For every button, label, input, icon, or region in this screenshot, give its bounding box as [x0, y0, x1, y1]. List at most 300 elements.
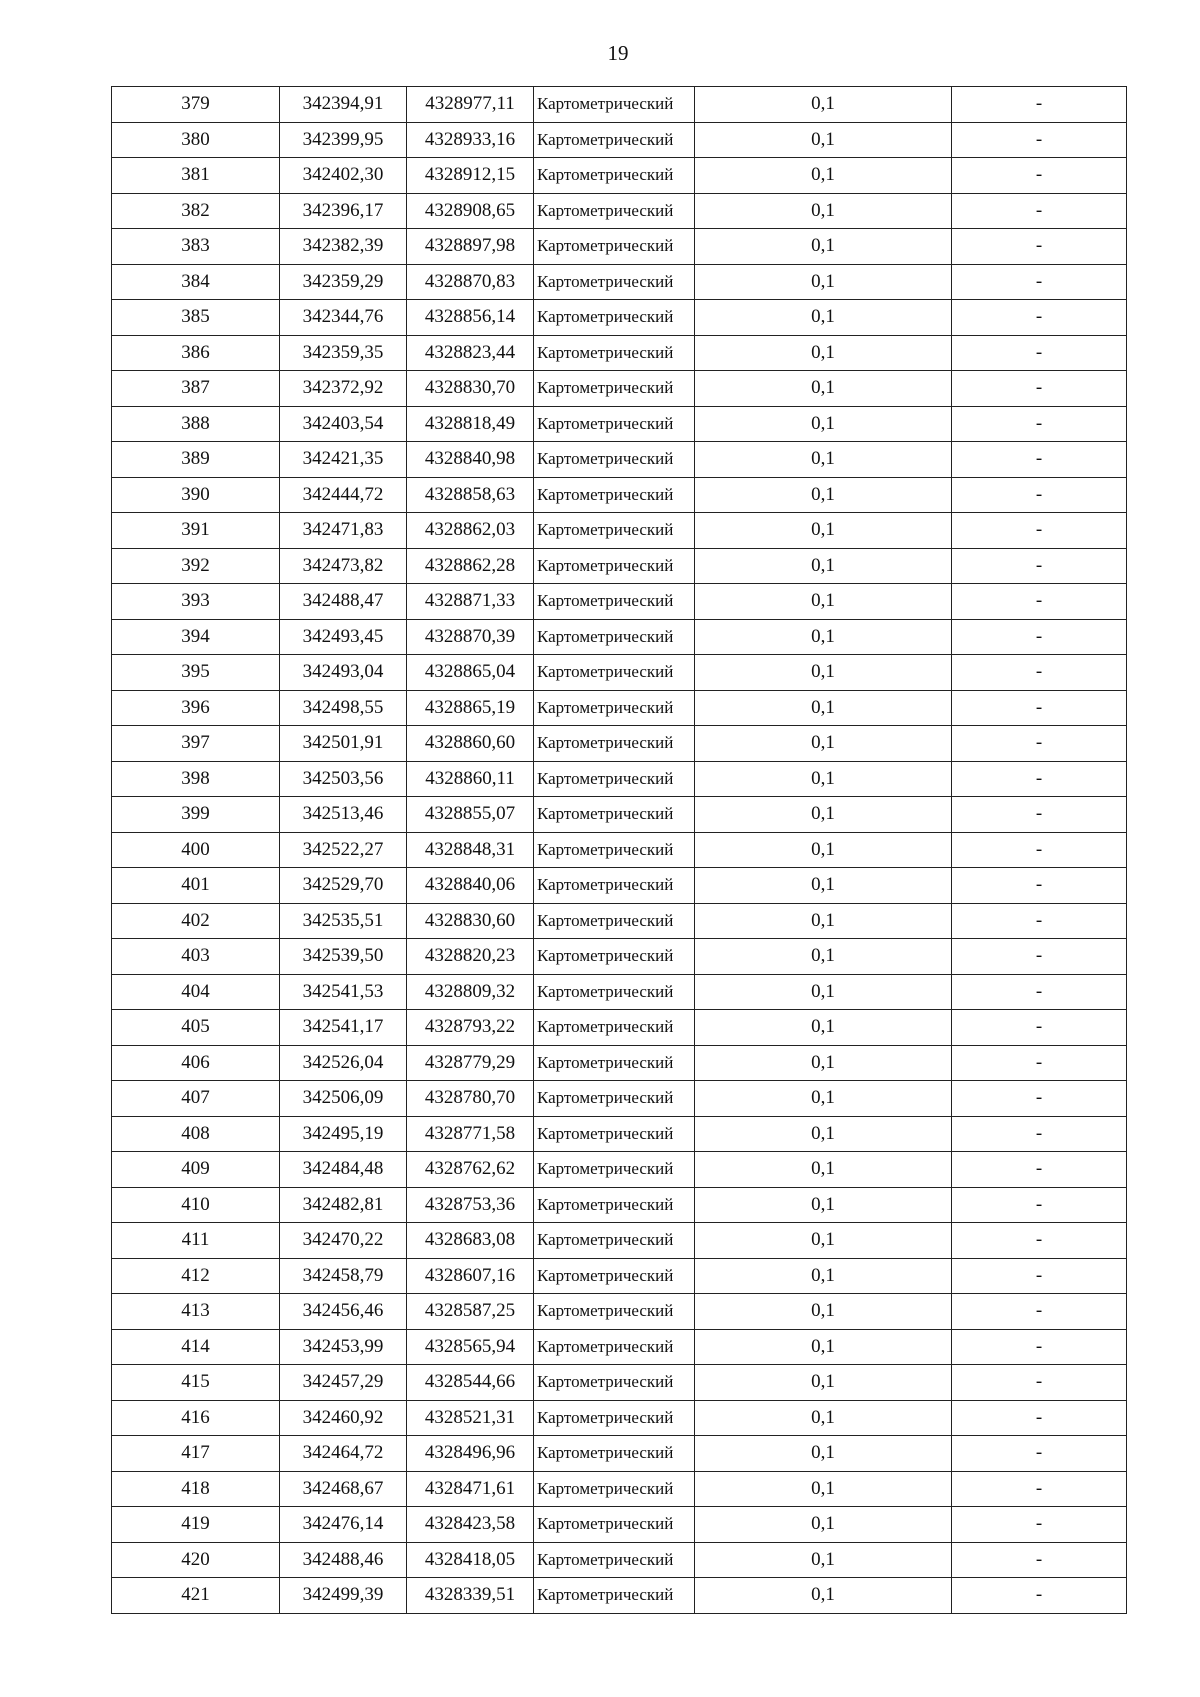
point-number-cell: 379 — [112, 87, 280, 123]
accuracy-cell: 0,1 — [695, 584, 952, 620]
method-cell: Картометрический — [534, 1365, 695, 1401]
accuracy-cell: 0,1 — [695, 868, 952, 904]
method-cell: Картометрический — [534, 619, 695, 655]
table-row — [112, 371, 1127, 407]
method-cell: Картометрический — [534, 974, 695, 1010]
description-cell: - — [952, 1258, 1127, 1294]
x-coordinate-cell: 342513,46 — [280, 797, 407, 833]
accuracy-cell: 0,1 — [695, 158, 952, 194]
y-coordinate-cell: 4328339,51 — [407, 1578, 534, 1614]
accuracy-cell: 0,1 — [695, 442, 952, 478]
x-coordinate-cell: 342464,72 — [280, 1436, 407, 1472]
accuracy-cell: 0,1 — [695, 1152, 952, 1188]
accuracy-cell: 0,1 — [695, 229, 952, 265]
table-row — [112, 1542, 1127, 1578]
method-cell: Картометрический — [534, 726, 695, 762]
y-coordinate-cell: 4328865,04 — [407, 655, 534, 691]
method-cell: Картометрический — [534, 832, 695, 868]
point-number-cell: 401 — [112, 868, 280, 904]
accuracy-cell: 0,1 — [695, 655, 952, 691]
method-cell: Картометрический — [534, 903, 695, 939]
y-coordinate-cell: 4328521,31 — [407, 1400, 534, 1436]
table-row — [112, 513, 1127, 549]
x-coordinate-cell: 342541,53 — [280, 974, 407, 1010]
description-cell: - — [952, 584, 1127, 620]
table-row — [112, 229, 1127, 265]
accuracy-cell: 0,1 — [695, 797, 952, 833]
y-coordinate-cell: 4328871,33 — [407, 584, 534, 620]
x-coordinate-cell: 342503,56 — [280, 761, 407, 797]
point-number-cell: 415 — [112, 1365, 280, 1401]
y-coordinate-cell: 4328818,49 — [407, 406, 534, 442]
accuracy-cell: 0,1 — [695, 1471, 952, 1507]
description-cell: - — [952, 477, 1127, 513]
method-cell: Картометрический — [534, 1223, 695, 1259]
method-cell: Картометрический — [534, 1187, 695, 1223]
accuracy-cell: 0,1 — [695, 300, 952, 336]
accuracy-cell: 0,1 — [695, 1045, 952, 1081]
table-row — [112, 868, 1127, 904]
point-number-cell: 399 — [112, 797, 280, 833]
method-cell: Картометрический — [534, 1436, 695, 1472]
accuracy-cell: 0,1 — [695, 761, 952, 797]
x-coordinate-cell: 342506,09 — [280, 1081, 407, 1117]
description-cell: - — [952, 300, 1127, 336]
x-coordinate-cell: 342372,92 — [280, 371, 407, 407]
accuracy-cell: 0,1 — [695, 264, 952, 300]
accuracy-cell: 0,1 — [695, 974, 952, 1010]
point-number-cell: 394 — [112, 619, 280, 655]
description-cell: - — [952, 548, 1127, 584]
description-cell: - — [952, 1081, 1127, 1117]
x-coordinate-cell: 342402,30 — [280, 158, 407, 194]
y-coordinate-cell: 4328607,16 — [407, 1258, 534, 1294]
table-row — [112, 584, 1127, 620]
y-coordinate-cell: 4328933,16 — [407, 122, 534, 158]
table-row — [112, 1507, 1127, 1543]
point-number-cell: 402 — [112, 903, 280, 939]
point-number-cell: 416 — [112, 1400, 280, 1436]
method-cell: Картометрический — [534, 87, 695, 123]
x-coordinate-cell: 342473,82 — [280, 548, 407, 584]
method-cell: Картометрический — [534, 335, 695, 371]
x-coordinate-cell: 342344,76 — [280, 300, 407, 336]
point-number-cell: 386 — [112, 335, 280, 371]
coordinates-table — [111, 86, 1127, 1614]
y-coordinate-cell: 4328897,98 — [407, 229, 534, 265]
method-cell: Картометрический — [534, 1010, 695, 1046]
description-cell: - — [952, 903, 1127, 939]
description-cell: - — [952, 1294, 1127, 1330]
point-number-cell: 390 — [112, 477, 280, 513]
accuracy-cell: 0,1 — [695, 477, 952, 513]
point-number-cell: 385 — [112, 300, 280, 336]
table-row — [112, 193, 1127, 229]
accuracy-cell: 0,1 — [695, 1081, 952, 1117]
description-cell: - — [952, 655, 1127, 691]
y-coordinate-cell: 4328830,70 — [407, 371, 534, 407]
x-coordinate-cell: 342456,46 — [280, 1294, 407, 1330]
description-cell: - — [952, 158, 1127, 194]
table-row — [112, 1436, 1127, 1472]
point-number-cell: 389 — [112, 442, 280, 478]
accuracy-cell: 0,1 — [695, 1116, 952, 1152]
table-row — [112, 655, 1127, 691]
y-coordinate-cell: 4328762,62 — [407, 1152, 534, 1188]
x-coordinate-cell: 342499,39 — [280, 1578, 407, 1614]
table-row — [112, 619, 1127, 655]
accuracy-cell: 0,1 — [695, 1542, 952, 1578]
method-cell: Картометрический — [534, 300, 695, 336]
method-cell: Картометрический — [534, 868, 695, 904]
x-coordinate-cell: 342541,17 — [280, 1010, 407, 1046]
y-coordinate-cell: 4328860,60 — [407, 726, 534, 762]
method-cell: Картометрический — [534, 1294, 695, 1330]
accuracy-cell: 0,1 — [695, 193, 952, 229]
x-coordinate-cell: 342396,17 — [280, 193, 407, 229]
point-number-cell: 403 — [112, 939, 280, 975]
description-cell: - — [952, 1329, 1127, 1365]
point-number-cell: 384 — [112, 264, 280, 300]
table-row — [112, 1045, 1127, 1081]
x-coordinate-cell: 342382,39 — [280, 229, 407, 265]
y-coordinate-cell: 4328820,23 — [407, 939, 534, 975]
x-coordinate-cell: 342457,29 — [280, 1365, 407, 1401]
accuracy-cell: 0,1 — [695, 1223, 952, 1259]
description-cell: - — [952, 726, 1127, 762]
table-row — [112, 1116, 1127, 1152]
point-number-cell: 413 — [112, 1294, 280, 1330]
x-coordinate-cell: 342476,14 — [280, 1507, 407, 1543]
accuracy-cell: 0,1 — [695, 726, 952, 762]
y-coordinate-cell: 4328848,31 — [407, 832, 534, 868]
point-number-cell: 388 — [112, 406, 280, 442]
description-cell: - — [952, 122, 1127, 158]
table-row — [112, 548, 1127, 584]
point-number-cell: 381 — [112, 158, 280, 194]
method-cell: Картометрический — [534, 1045, 695, 1081]
y-coordinate-cell: 4328823,44 — [407, 335, 534, 371]
accuracy-cell: 0,1 — [695, 406, 952, 442]
table-row — [112, 1223, 1127, 1259]
description-cell: - — [952, 1045, 1127, 1081]
y-coordinate-cell: 4328977,11 — [407, 87, 534, 123]
table-row — [112, 87, 1127, 123]
point-number-cell: 412 — [112, 1258, 280, 1294]
table-row — [112, 1187, 1127, 1223]
x-coordinate-cell: 342403,54 — [280, 406, 407, 442]
method-cell: Картометрический — [534, 584, 695, 620]
x-coordinate-cell: 342421,35 — [280, 442, 407, 478]
y-coordinate-cell: 4328753,36 — [407, 1187, 534, 1223]
table-row — [112, 974, 1127, 1010]
y-coordinate-cell: 4328418,05 — [407, 1542, 534, 1578]
description-cell: - — [952, 1400, 1127, 1436]
method-cell: Картометрический — [534, 1258, 695, 1294]
y-coordinate-cell: 4328830,60 — [407, 903, 534, 939]
point-number-cell: 393 — [112, 584, 280, 620]
x-coordinate-cell: 342453,99 — [280, 1329, 407, 1365]
table-row — [112, 158, 1127, 194]
description-cell: - — [952, 193, 1127, 229]
x-coordinate-cell: 342535,51 — [280, 903, 407, 939]
y-coordinate-cell: 4328860,11 — [407, 761, 534, 797]
table-row — [112, 761, 1127, 797]
accuracy-cell: 0,1 — [695, 1187, 952, 1223]
accuracy-cell: 0,1 — [695, 1010, 952, 1046]
accuracy-cell: 0,1 — [695, 903, 952, 939]
point-number-cell: 418 — [112, 1471, 280, 1507]
description-cell: - — [952, 974, 1127, 1010]
y-coordinate-cell: 4328809,32 — [407, 974, 534, 1010]
point-number-cell: 407 — [112, 1081, 280, 1117]
y-coordinate-cell: 4328908,65 — [407, 193, 534, 229]
table-row — [112, 939, 1127, 975]
x-coordinate-cell: 342482,81 — [280, 1187, 407, 1223]
accuracy-cell: 0,1 — [695, 1507, 952, 1543]
y-coordinate-cell: 4328865,19 — [407, 690, 534, 726]
method-cell: Картометрический — [534, 477, 695, 513]
table-row — [112, 903, 1127, 939]
y-coordinate-cell: 4328840,98 — [407, 442, 534, 478]
description-cell: - — [952, 229, 1127, 265]
method-cell: Картометрический — [534, 264, 695, 300]
x-coordinate-cell: 342468,67 — [280, 1471, 407, 1507]
description-cell: - — [952, 1223, 1127, 1259]
method-cell: Картометрический — [534, 122, 695, 158]
method-cell: Картометрический — [534, 1507, 695, 1543]
x-coordinate-cell: 342359,35 — [280, 335, 407, 371]
point-number-cell: 404 — [112, 974, 280, 1010]
table-row — [112, 477, 1127, 513]
accuracy-cell: 0,1 — [695, 1436, 952, 1472]
point-number-cell: 380 — [112, 122, 280, 158]
description-cell: - — [952, 1010, 1127, 1046]
x-coordinate-cell: 342522,27 — [280, 832, 407, 868]
method-cell: Картометрический — [534, 548, 695, 584]
y-coordinate-cell: 4328856,14 — [407, 300, 534, 336]
x-coordinate-cell: 342488,47 — [280, 584, 407, 620]
point-number-cell: 400 — [112, 832, 280, 868]
y-coordinate-cell: 4328862,28 — [407, 548, 534, 584]
table-row — [112, 442, 1127, 478]
method-cell: Картометрический — [534, 1152, 695, 1188]
page-number: 19 — [607, 41, 629, 65]
description-cell: - — [952, 371, 1127, 407]
description-cell: - — [952, 87, 1127, 123]
accuracy-cell: 0,1 — [695, 1329, 952, 1365]
accuracy-cell: 0,1 — [695, 939, 952, 975]
point-number-cell: 411 — [112, 1223, 280, 1259]
x-coordinate-cell: 342501,91 — [280, 726, 407, 762]
table-row — [112, 122, 1127, 158]
x-coordinate-cell: 342484,48 — [280, 1152, 407, 1188]
table-row — [112, 1471, 1127, 1507]
description-cell: - — [952, 442, 1127, 478]
point-number-cell: 410 — [112, 1187, 280, 1223]
accuracy-cell: 0,1 — [695, 1578, 952, 1614]
x-coordinate-cell: 342493,04 — [280, 655, 407, 691]
point-number-cell: 382 — [112, 193, 280, 229]
description-cell: - — [952, 832, 1127, 868]
accuracy-cell: 0,1 — [695, 690, 952, 726]
accuracy-cell: 0,1 — [695, 1258, 952, 1294]
y-coordinate-cell: 4328855,07 — [407, 797, 534, 833]
y-coordinate-cell: 4328870,39 — [407, 619, 534, 655]
description-cell: - — [952, 1152, 1127, 1188]
point-number-cell: 392 — [112, 548, 280, 584]
method-cell: Картометрический — [534, 442, 695, 478]
table-row — [112, 406, 1127, 442]
table-row — [112, 264, 1127, 300]
y-coordinate-cell: 4328870,83 — [407, 264, 534, 300]
point-number-cell: 409 — [112, 1152, 280, 1188]
x-coordinate-cell: 342471,83 — [280, 513, 407, 549]
accuracy-cell: 0,1 — [695, 1294, 952, 1330]
description-cell: - — [952, 939, 1127, 975]
description-cell: - — [952, 868, 1127, 904]
method-cell: Картометрический — [534, 371, 695, 407]
description-cell: - — [952, 1365, 1127, 1401]
description-cell: - — [952, 619, 1127, 655]
table-row — [112, 1578, 1127, 1614]
y-coordinate-cell: 4328862,03 — [407, 513, 534, 549]
point-number-cell: 383 — [112, 229, 280, 265]
method-cell: Картометрический — [534, 1578, 695, 1614]
point-number-cell: 395 — [112, 655, 280, 691]
method-cell: Картометрический — [534, 193, 695, 229]
y-coordinate-cell: 4328496,96 — [407, 1436, 534, 1472]
method-cell: Картометрический — [534, 1081, 695, 1117]
point-number-cell: 408 — [112, 1116, 280, 1152]
description-cell: - — [952, 1578, 1127, 1614]
accuracy-cell: 0,1 — [695, 1365, 952, 1401]
table-row — [112, 1365, 1127, 1401]
point-number-cell: 406 — [112, 1045, 280, 1081]
accuracy-cell: 0,1 — [695, 832, 952, 868]
x-coordinate-cell: 342526,04 — [280, 1045, 407, 1081]
description-cell: - — [952, 1507, 1127, 1543]
accuracy-cell: 0,1 — [695, 1400, 952, 1436]
table-row — [112, 1400, 1127, 1436]
y-coordinate-cell: 4328779,29 — [407, 1045, 534, 1081]
accuracy-cell: 0,1 — [695, 513, 952, 549]
x-coordinate-cell: 342539,50 — [280, 939, 407, 975]
x-coordinate-cell: 342470,22 — [280, 1223, 407, 1259]
y-coordinate-cell: 4328683,08 — [407, 1223, 534, 1259]
description-cell: - — [952, 797, 1127, 833]
description-cell: - — [952, 335, 1127, 371]
x-coordinate-cell: 342460,92 — [280, 1400, 407, 1436]
method-cell: Картометрический — [534, 406, 695, 442]
description-cell: - — [952, 264, 1127, 300]
y-coordinate-cell: 4328587,25 — [407, 1294, 534, 1330]
description-cell: - — [952, 406, 1127, 442]
x-coordinate-cell: 342444,72 — [280, 477, 407, 513]
table-row — [112, 1010, 1127, 1046]
x-coordinate-cell: 342488,46 — [280, 1542, 407, 1578]
accuracy-cell: 0,1 — [695, 87, 952, 123]
point-number-cell: 414 — [112, 1329, 280, 1365]
point-number-cell: 398 — [112, 761, 280, 797]
accuracy-cell: 0,1 — [695, 335, 952, 371]
method-cell: Картометрический — [534, 1471, 695, 1507]
point-number-cell: 421 — [112, 1578, 280, 1614]
table-row — [112, 1329, 1127, 1365]
method-cell: Картометрический — [534, 229, 695, 265]
x-coordinate-cell: 342529,70 — [280, 868, 407, 904]
table-row — [112, 1152, 1127, 1188]
table-row — [112, 1294, 1127, 1330]
table-row — [112, 832, 1127, 868]
method-cell: Картометрический — [534, 158, 695, 194]
y-coordinate-cell: 4328423,58 — [407, 1507, 534, 1543]
accuracy-cell: 0,1 — [695, 619, 952, 655]
point-number-cell: 391 — [112, 513, 280, 549]
point-number-cell: 387 — [112, 371, 280, 407]
point-number-cell: 417 — [112, 1436, 280, 1472]
x-coordinate-cell: 342498,55 — [280, 690, 407, 726]
method-cell: Картометрический — [534, 797, 695, 833]
description-cell: - — [952, 1187, 1127, 1223]
y-coordinate-cell: 4328471,61 — [407, 1471, 534, 1507]
point-number-cell: 405 — [112, 1010, 280, 1046]
y-coordinate-cell: 4328912,15 — [407, 158, 534, 194]
y-coordinate-cell: 4328793,22 — [407, 1010, 534, 1046]
table-row — [112, 726, 1127, 762]
y-coordinate-cell: 4328858,63 — [407, 477, 534, 513]
description-cell: - — [952, 1542, 1127, 1578]
accuracy-cell: 0,1 — [695, 371, 952, 407]
coordinates-table-body — [112, 87, 1127, 1614]
description-cell: - — [952, 761, 1127, 797]
table-row — [112, 1081, 1127, 1117]
method-cell: Картометрический — [534, 761, 695, 797]
accuracy-cell: 0,1 — [695, 548, 952, 584]
y-coordinate-cell: 4328771,58 — [407, 1116, 534, 1152]
point-number-cell: 397 — [112, 726, 280, 762]
y-coordinate-cell: 4328780,70 — [407, 1081, 534, 1117]
x-coordinate-cell: 342493,45 — [280, 619, 407, 655]
description-cell: - — [952, 513, 1127, 549]
x-coordinate-cell: 342394,91 — [280, 87, 407, 123]
method-cell: Картометрический — [534, 1400, 695, 1436]
description-cell: - — [952, 1116, 1127, 1152]
method-cell: Картометрический — [534, 513, 695, 549]
method-cell: Картометрический — [534, 1116, 695, 1152]
method-cell: Картометрический — [534, 1542, 695, 1578]
table-row — [112, 690, 1127, 726]
x-coordinate-cell: 342495,19 — [280, 1116, 407, 1152]
point-number-cell: 419 — [112, 1507, 280, 1543]
x-coordinate-cell: 342458,79 — [280, 1258, 407, 1294]
table-row — [112, 1258, 1127, 1294]
x-coordinate-cell: 342359,29 — [280, 264, 407, 300]
y-coordinate-cell: 4328840,06 — [407, 868, 534, 904]
description-cell: - — [952, 1471, 1127, 1507]
y-coordinate-cell: 4328565,94 — [407, 1329, 534, 1365]
method-cell: Картометрический — [534, 690, 695, 726]
description-cell: - — [952, 1436, 1127, 1472]
description-cell: - — [952, 690, 1127, 726]
point-number-cell: 420 — [112, 1542, 280, 1578]
method-cell: Картометрический — [534, 1329, 695, 1365]
table-row — [112, 300, 1127, 336]
x-coordinate-cell: 342399,95 — [280, 122, 407, 158]
point-number-cell: 396 — [112, 690, 280, 726]
accuracy-cell: 0,1 — [695, 122, 952, 158]
table-row — [112, 797, 1127, 833]
